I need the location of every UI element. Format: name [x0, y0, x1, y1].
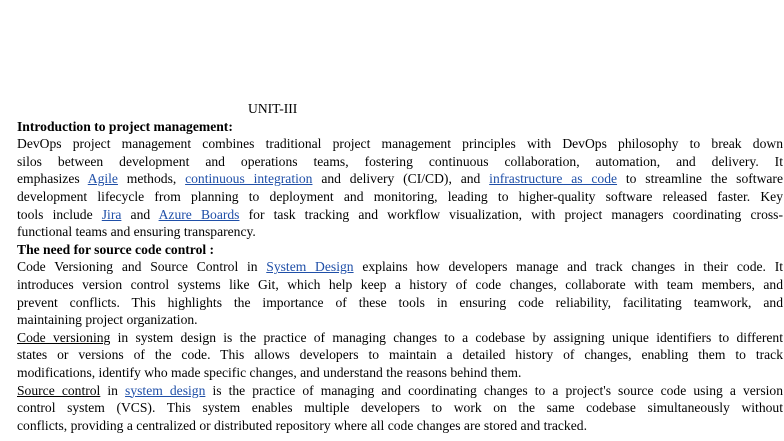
paragraph-introduction — [17, 135, 783, 241]
paragraph-line: silos between development and operations teams, fostering continuous collaboration, automation, and delivery. It — [17, 153, 783, 169]
text-span: in — [100, 382, 126, 398]
link-system-design-2[interactable]: system design — [125, 382, 206, 398]
text-span: for task tracking and workflow visualization, with project managers coordinating cross- — [239, 206, 783, 222]
paragraph-code-versioning-intro — [17, 258, 783, 328]
text-span: and — [121, 206, 159, 222]
paragraph-line: maintaining project organization. — [17, 312, 198, 328]
term-source-control: Source control — [17, 382, 101, 398]
link-continuous-integration[interactable]: continuous integration — [185, 171, 313, 187]
link-agile[interactable]: Agile — [87, 171, 118, 187]
paragraph-line — [17, 329, 783, 347]
paragraph-line: conflicts, providing a centralized or distributed repository where all code changes are stored and tracked. — [17, 417, 587, 433]
text-span: and delivery (CI/CD), and — [312, 171, 490, 187]
paragraph-line: functional teams and ensuring transparency. — [17, 224, 256, 240]
text-span: in system design is the practice of managing changes to a codebase by assigning unique identifiers to different — [110, 329, 784, 345]
text-span: to streamline the software — [617, 171, 783, 187]
paragraph-line — [17, 170, 783, 188]
text-span: is the practice of managing and coordinating changes to a project's source code using a version — [205, 382, 783, 398]
link-infrastructure-as-code[interactable]: infrastructure as code — [489, 171, 618, 187]
heading-source-code-control: The need for source code control : — [17, 241, 215, 257]
unit-title: UNIT-III — [248, 101, 298, 116]
paragraph-source-control — [17, 382, 783, 435]
paragraph-line — [17, 206, 783, 224]
heading-introduction: Introduction to project management: — [17, 118, 233, 134]
link-jira[interactable]: Jira — [101, 206, 122, 222]
link-azure-boards[interactable]: Azure Boards — [158, 206, 240, 222]
paragraph-line: control system (VCS). This system enables multiple developers to work on the same codebase simultaneously without — [17, 400, 783, 416]
link-system-design[interactable]: System Design — [266, 259, 354, 275]
paragraph-line: prevent conflicts. This highlights the importance of these tools in ensuring code reliability, facilitating teamwork, and — [17, 294, 783, 310]
paragraph-line: modifications, identify who made specific changes, and understand the reasons behind them. — [17, 364, 522, 380]
paragraph-line — [17, 382, 783, 400]
paragraph-line: DevOps project management combines traditional project management principles with DevOps philosophy to break down — [17, 136, 783, 152]
text-span: Code Versioning and Source Control in — [17, 259, 267, 275]
text-span: emphasizes — [17, 171, 88, 187]
text-span: tools include — [17, 206, 102, 222]
paragraph-line: development lifecycle from planning to deployment and monitoring, leading to higher-quality software released faster. Key — [17, 188, 783, 204]
paragraph-line: introduces version control systems like Git, which help keep a history of code changes, collaborate with team members, and — [17, 276, 783, 292]
paragraph-line: states or versions of the code. This allows developers to maintain a detailed history of changes, enabling them to track — [17, 347, 783, 363]
text-span: methods, — [117, 171, 186, 187]
paragraph-line — [17, 258, 783, 276]
term-code-versioning: Code versioning — [17, 329, 111, 345]
text-span: explains how developers manage and track changes in their code. It — [353, 259, 783, 275]
document-body — [17, 100, 783, 434]
paragraph-code-versioning — [17, 329, 783, 382]
